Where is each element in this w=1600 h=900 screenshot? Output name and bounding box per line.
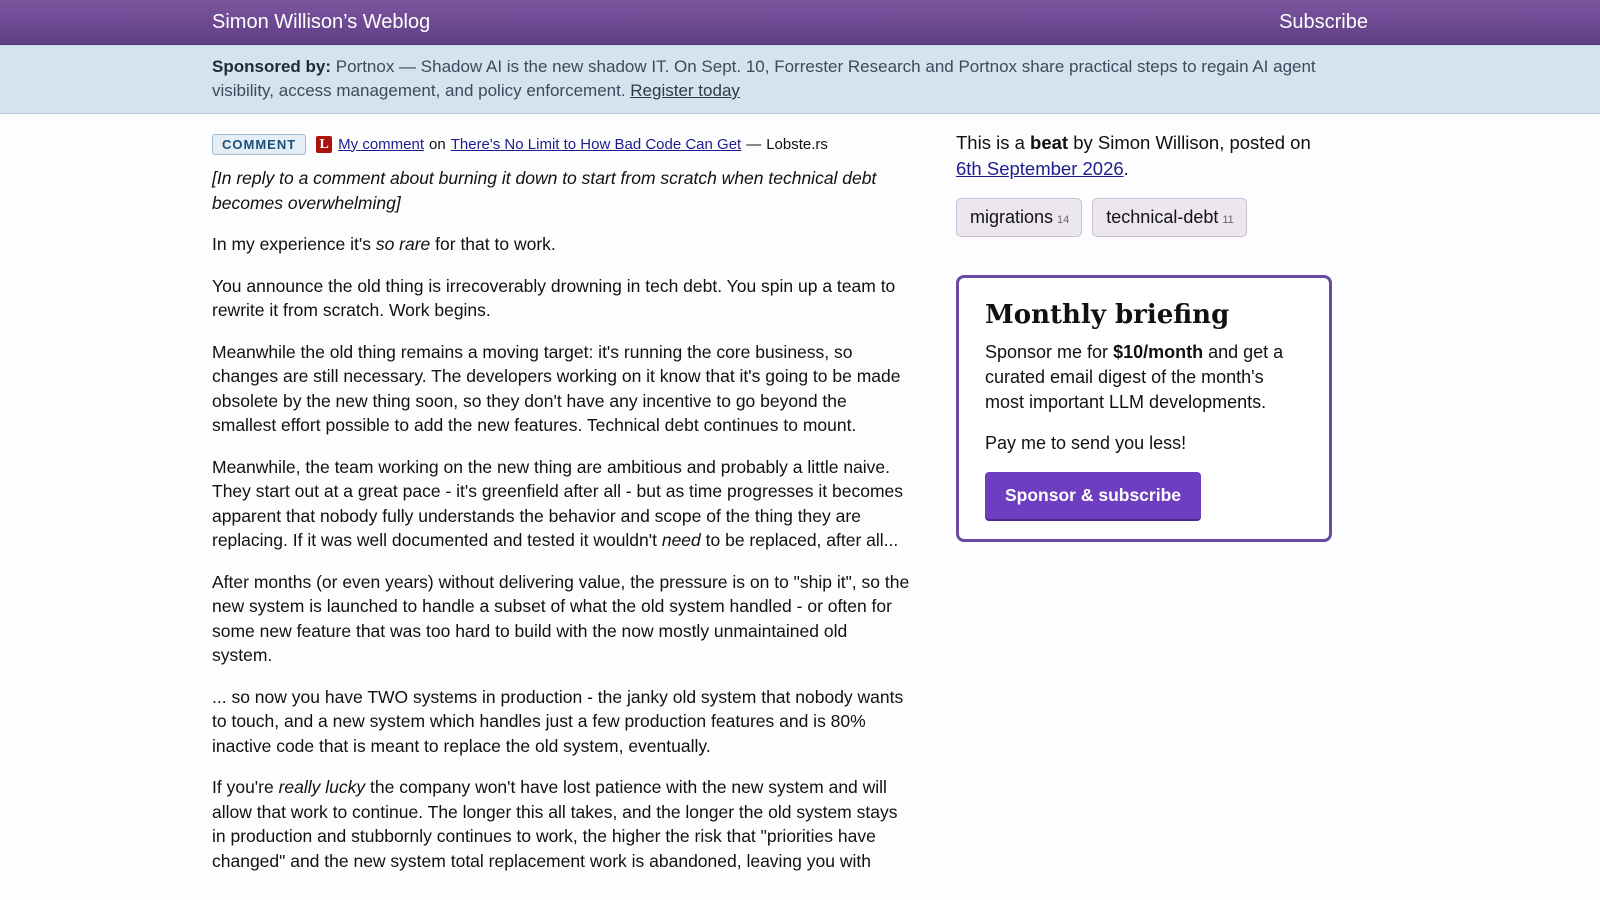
tag-label: technical-debt [1106, 207, 1219, 227]
briefing-tagline: Pay me to send you less! [985, 433, 1187, 453]
tag-count: 14 [1057, 214, 1070, 226]
tag-migrations[interactable] [956, 198, 1082, 237]
emphasis: really lucky [278, 777, 366, 797]
entry-meta [212, 130, 912, 158]
text-span: and get a curated email digest of the month's most important LLM developments. [985, 342, 1284, 412]
paragraph: After months (or even years) without delivering value, the pressure is on to "ship it", so the new system is launched to handle a subset of what the old system handled - or often for some new feature that was too hard to build with the now mostly unmaintained old system. [212, 571, 910, 665]
comment-body [212, 166, 912, 873]
entry-content [212, 130, 912, 890]
meta-dash: — [746, 135, 762, 153]
sponsor-message: Portnox — Shadow AI is the new shadow IT. On Sept. 10, Forrester Research and Portnox share practical steps to regain AI agent visibility, access management, and policy enforcement. [212, 57, 1316, 100]
paragraph [212, 166, 912, 215]
text-span: Meanwhile, the team working on the new thing are ambitious and probably a little naive. They start out at a great pace - it's greenfield after all - but as time progresses it becomes apparent that nobody fully understands the behavior and scope of the thing they are replacing. If it was well documented and tested it wouldn't [212, 456, 904, 550]
text-span: . [1123, 158, 1129, 179]
paragraph [212, 775, 912, 873]
price: $10/month [1113, 342, 1204, 362]
date-link[interactable]: 6th September 2026 [956, 158, 1124, 179]
site-header [0, 0, 1600, 45]
emphasis: so rare [375, 234, 431, 254]
thread-link[interactable]: There's No Limit to How Bad Code Can Get [450, 135, 742, 153]
my-comment-link[interactable]: My comment [338, 135, 425, 153]
reply-context: [In reply to a comment about burning it down to start from scratch when technical debt becomes overwhelming] [212, 168, 877, 213]
register-today-link[interactable]: Register today [630, 81, 740, 100]
beat-info [956, 130, 1316, 182]
text-span: the company won't have lost patience with the new system and will allow that work to continue. The longer this all takes, and the longer the old system stays in production and stubbornly continues to work, the higher the risk that "priorities have changed" and the new system total replacement work is abandoned, leaving you with [212, 777, 898, 871]
tag-technical-debt[interactable] [1092, 198, 1247, 237]
text-span: If you're [212, 777, 279, 797]
sponsor-text [212, 55, 1332, 103]
on-word: on [429, 135, 446, 153]
text-span: to be replaced, after all... [700, 530, 899, 550]
paragraph [212, 455, 912, 553]
sponsor-subscribe-button[interactable]: Sponsor & subscribe [985, 472, 1201, 519]
briefing-text [985, 340, 1303, 415]
sidebar [956, 130, 1316, 542]
tag-label: migrations [970, 207, 1054, 227]
paragraph [212, 232, 912, 257]
beat-word: beat [1030, 132, 1069, 153]
text-span: Sponsor me for [985, 342, 1114, 362]
text-span: by Simon Willison, posted on [1068, 132, 1311, 153]
source-name: Lobste.rs [766, 135, 828, 153]
text-span: This is a [956, 132, 1031, 153]
text-span: In my experience it's [212, 234, 376, 254]
subscribe-link[interactable]: Subscribe [1279, 11, 1368, 33]
tag-list [956, 198, 1316, 237]
paragraph: You announce the old thing is irrecoverably drowning in tech debt. You spin up a team to rewrite it from scratch. Work begins. [212, 275, 896, 320]
sponsor-label: Sponsored by: [212, 57, 332, 76]
tag-count: 11 [1222, 214, 1234, 226]
text-span: for that to work. [430, 234, 556, 254]
lobsters-icon: L [316, 136, 332, 153]
emphasis: need [661, 530, 701, 550]
briefing-title: Monthly briefing [985, 300, 1230, 330]
comment-badge: COMMENT [212, 134, 306, 155]
site-title-link[interactable]: Simon Willison’s Weblog [212, 11, 431, 33]
paragraph: Meanwhile the old thing remains a moving target: it's running the core business, so changes are still necessary. The developers working on it know that it's going to be made obsolete by the new thing soon, so they don't have any incentive to go beyond the smallest effort possible to add the new features. Technical debt continues to mount. [212, 341, 901, 435]
sponsor-banner [0, 45, 1600, 114]
paragraph: ... so now you have TWO systems in production - the janky old system that nobody wants to touch, and a new system which handles just a few production features and is 80% inactive code that is meant to replace the old system, eventually. [212, 686, 904, 756]
monthly-briefing-box [956, 275, 1332, 542]
